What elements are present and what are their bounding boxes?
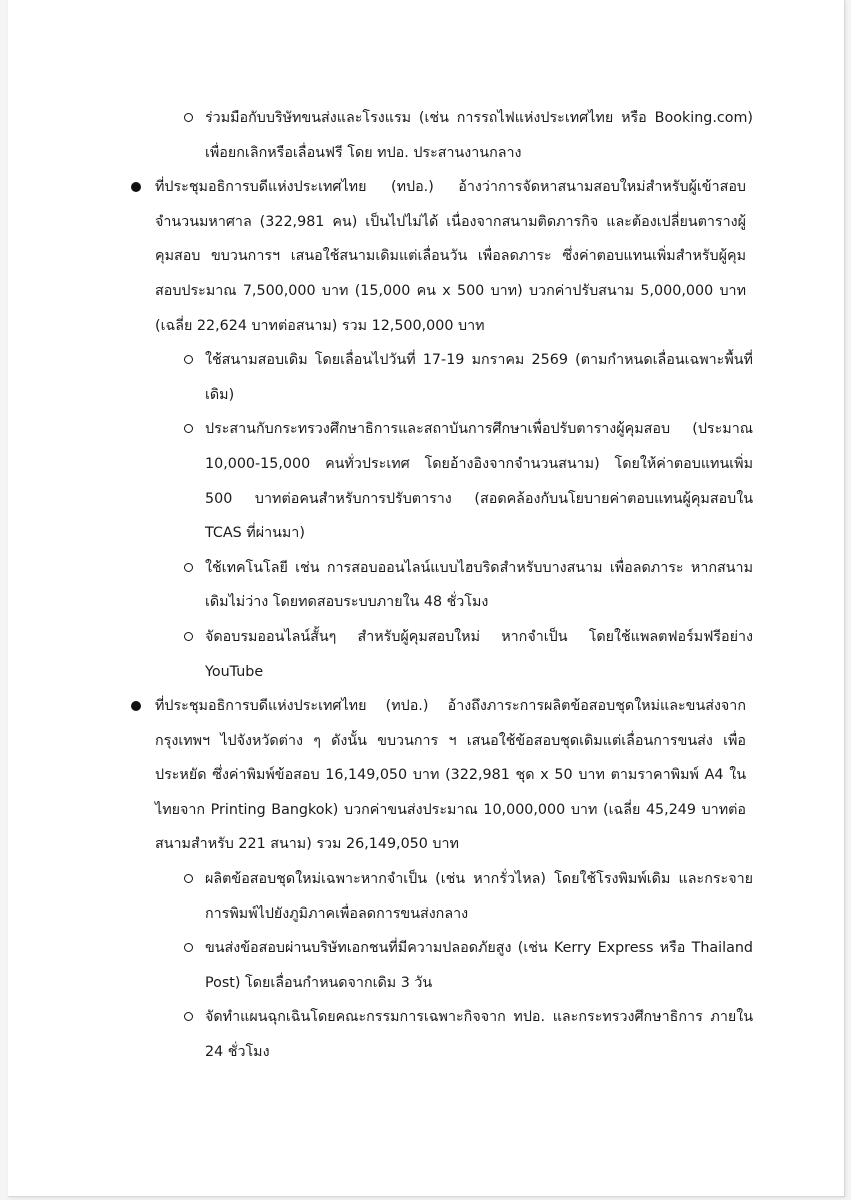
item-text: จัดทำแผนฉุกเฉินโดยคณะกรรมการเฉพาะกิจจาก ทปอ. และกระทรวงศึกษาธิการ ภายใน 24 ชั่วโมง (205, 1009, 753, 1061)
sub-bullet-item (205, 931, 753, 1000)
sub-bullet-item (205, 1000, 753, 1069)
document-page (8, 0, 845, 1197)
item-text: ที่ประชุมอธิการบดีแห่งประเทศไทย (ทปอ.) อ้างถึงภาระการผลิตข้อสอบชุดใหม่และขนส่งจากกรุงเทพฯ ไปจังหวัดต่าง ๆ ดังนั้น ขบวนการ ฯ เสนอใช้ข้อสอบชุดเดิมแต่เลื่อนการขนส่ง เพื่อประหยัด ซึ่งค่าพิมพ์ข้อสอบ 16,149,050 บาท (322,981 ชุด x 50 บาท ตามราคาพิมพ์ A4 ในไทยจาก Printing Bangkok) บวกค่าขนส่งประมาณ 10,000,000 บาท (เฉลี่ย 45,249 บาทต่อสนามสำหรับ 221 สนาม) รวม 26,149,050 บาท (155, 698, 746, 853)
hollow-circle-bullet-icon (184, 1012, 193, 1021)
hollow-circle-bullet-icon (184, 874, 193, 883)
sub-bullet-item (205, 551, 753, 620)
sub-bullet-item (205, 862, 753, 931)
hollow-circle-bullet-icon (184, 424, 193, 433)
item-text: จัดอบรมออนไลน์สั้นๆ สำหรับผู้คุมสอบใหม่ หากจำเป็น โดยใช้แพลตฟอร์มฟรีอย่าง YouTube (205, 628, 753, 680)
item-text: ที่ประชุมอธิการบดีแห่งประเทศไทย (ทปอ.) อ้างว่าการจัดหาสนามสอบใหม่สำหรับผู้เข้าสอบจำนวนมหาศาล (322,981 คน) เป็นไปไม่ได้ เนื่องจากสนามติดภารกิจ และต้องเปลี่ยนตารางผู้คุมสอบ ขบวนการฯ เสนอใช้สนามเดิมแต่เลื่อนวัน เพื่อลดภาระ ซึ่งค่าตอบแทนเพิ่มสำหรับผู้คุมสอบประมาณ 7,500,000 บาท (15,000 คน x 500 บาท) บวกค่าปรับสนาม 5,000,000 บาท (เฉลี่ย 22,624 บาทต่อสนาม) รวม 12,500,000 บาท (155, 179, 746, 334)
item-text: ประสานกับกระทรวงศึกษาธิการและสถาบันการศึกษาเพื่อปรับตารางผู้คุมสอบ (ประมาณ 10,000-15,000 คนทั่วประเทศ โดยอ้างอิงจากจำนวนสนาม) โดยให้ค่าตอบแทนเพิ่ม 500 บาทต่อคนสำหรับการปรับตาราง (สอดคล้องกับนโยบายค่าตอบแทนผู้คุมสอบใน TCAS ที่ผ่านมา) (205, 421, 753, 542)
sub-bullet-item (205, 412, 753, 550)
hollow-circle-bullet-icon (184, 113, 193, 122)
hollow-circle-bullet-icon (184, 563, 193, 572)
filled-circle-bullet-icon (131, 701, 141, 711)
item-text: ขนส่งข้อสอบผ่านบริษัทเอกชนที่มีความปลอดภัยสูง (เช่น Kerry Express หรือ Thailand Post) โดยเลื่อนกำหนดจากเดิม 3 วัน (205, 940, 753, 991)
item-text: ร่วมมือกับบริษัทขนส่งและโรงแรม (เช่น การรถไฟแห่งประเทศไทย หรือ Booking.com) เพื่อยกเลิกหรือเลื่อนฟรี โดย ทปอ. ประสานงานกลาง (205, 110, 753, 161)
hollow-circle-bullet-icon (184, 355, 193, 364)
hollow-circle-bullet-icon (184, 632, 193, 641)
bullet-item (155, 170, 746, 343)
bullet-item (155, 689, 746, 862)
hollow-circle-bullet-icon (184, 943, 193, 952)
document-body (8, 101, 844, 1070)
filled-circle-bullet-icon (131, 182, 141, 192)
item-text: ผลิตข้อสอบชุดใหม่เฉพาะหากจำเป็น (เช่น หากรั่วไหล) โดยใช้โรงพิมพ์เดิม และกระจายการพิมพ์ไปยังภูมิภาคเพื่อลดการขนส่งกลาง (205, 871, 753, 922)
sub-bullet-item (205, 620, 753, 689)
sub-bullet-item (205, 101, 753, 170)
item-text: ใช้เทคโนโลยี เช่น การสอบออนไลน์แบบไฮบริดสำหรับบางสนาม เพื่อลดภาระ หากสนามเดิมไม่ว่าง โดยทดสอบระบบภายใน 48 ชั่วโมง (205, 559, 753, 611)
item-text: ใช้สนามสอบเดิม โดยเลื่อนไปวันที่ 17-19 มกราคม 2569 (ตามกำหนดเลื่อนเฉพาะพื้นที่เดิม) (205, 352, 753, 403)
sub-bullet-item (205, 343, 753, 412)
